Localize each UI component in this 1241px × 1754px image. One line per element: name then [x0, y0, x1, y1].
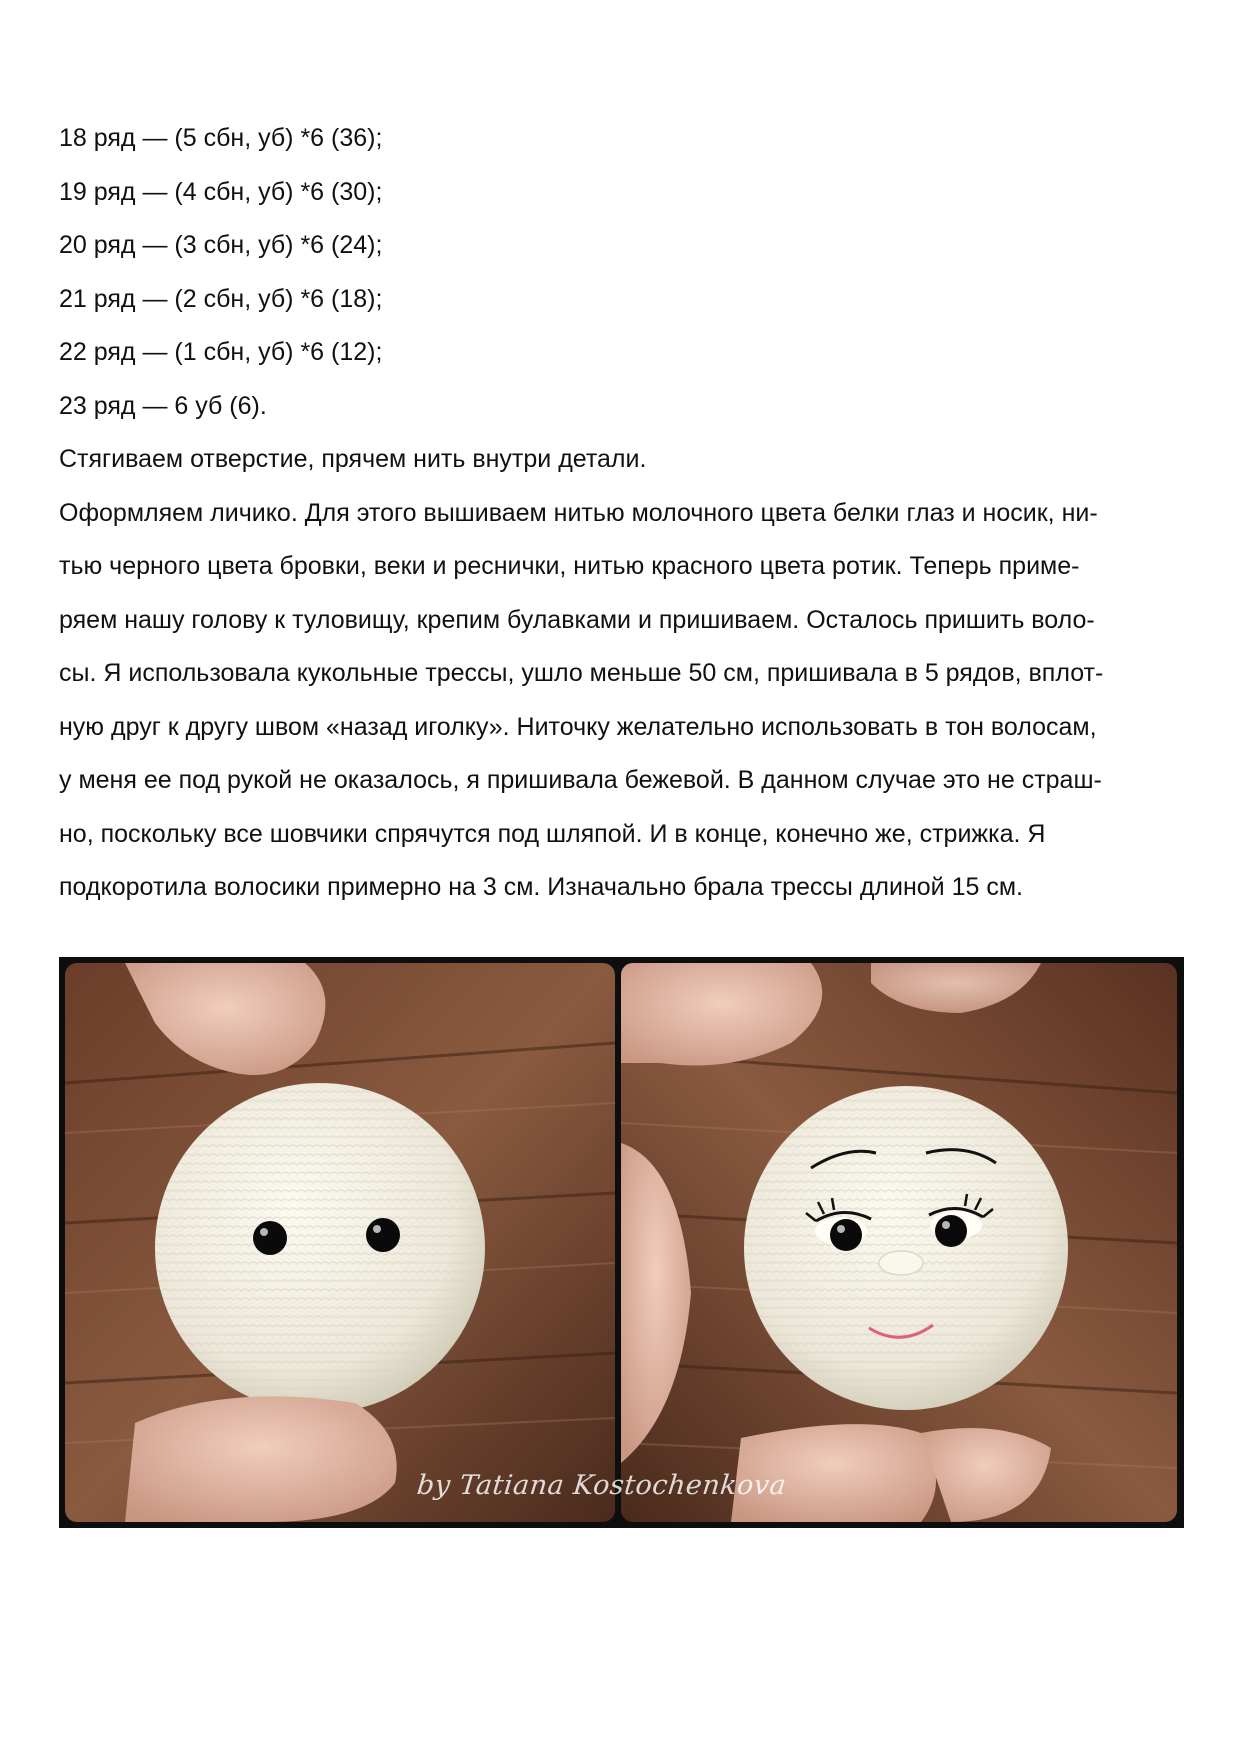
pattern-text [59, 112, 1184, 915]
paragraph-line: сы. Я использовала кукольные трессы, ушло меньше 50 см, пришивала в 5 рядов, вплот- [59, 659, 1104, 687]
row-instruction-22: 22 ряд — (1 сбн, уб) *6 (12); [59, 338, 383, 366]
photo-head-eyes [65, 963, 615, 1522]
paragraph-line: но, поскольку все шовчики спрячутся под шляпой. И в конце, конечно же, стрижка. Я [59, 819, 1046, 848]
closing-instruction: Стягиваем отверстие, прячем нить внутри детали. [59, 445, 647, 473]
row-instruction-21: 21 ряд — (2 сбн, уб) *6 (18); [59, 284, 383, 313]
photo-watermark: by Tatiana Kostochenkova [415, 1470, 788, 1501]
row-instruction-20: 20 ряд — (3 сбн, уб) *6 (24); [59, 231, 383, 259]
photo-head-face [621, 963, 1177, 1522]
row-instruction-23: 23 ряд — 6 уб (6). [59, 391, 267, 420]
paragraph-line: подкоротила волосики примерно на 3 см. Изначально брала трессы длиной 15 см. [59, 873, 1023, 901]
paragraph-line: тью черного цвета бровки, веки и реснички, нитью красного цвета ротик. Теперь приме- [59, 552, 1080, 580]
paragraph-line: Оформляем личико. Для этого вышиваем нитью молочного цвета белки глаз и носик, ни- [59, 498, 1098, 527]
photo-collage [59, 957, 1184, 1528]
row-instruction-19: 19 ряд — (4 сбн, уб) *6 (30); [59, 177, 383, 206]
paragraph-line: у меня ее под рукой не оказалось, я пришивала бежевой. В данном случае это не страш- [59, 766, 1102, 794]
paragraph-line: ряем нашу голову к туловищу, крепим булавками и пришиваем. Осталось пришить воло- [59, 605, 1095, 634]
crochet-head-photo-left [65, 963, 615, 1522]
row-instruction-18: 18 ряд — (5 сбн, уб) *6 (36); [59, 124, 383, 152]
crochet-head-photo-right [621, 963, 1177, 1522]
paragraph-line: ную друг к другу швом «назад иголку». Ниточку желательно использовать в тон волосам, [59, 712, 1097, 741]
